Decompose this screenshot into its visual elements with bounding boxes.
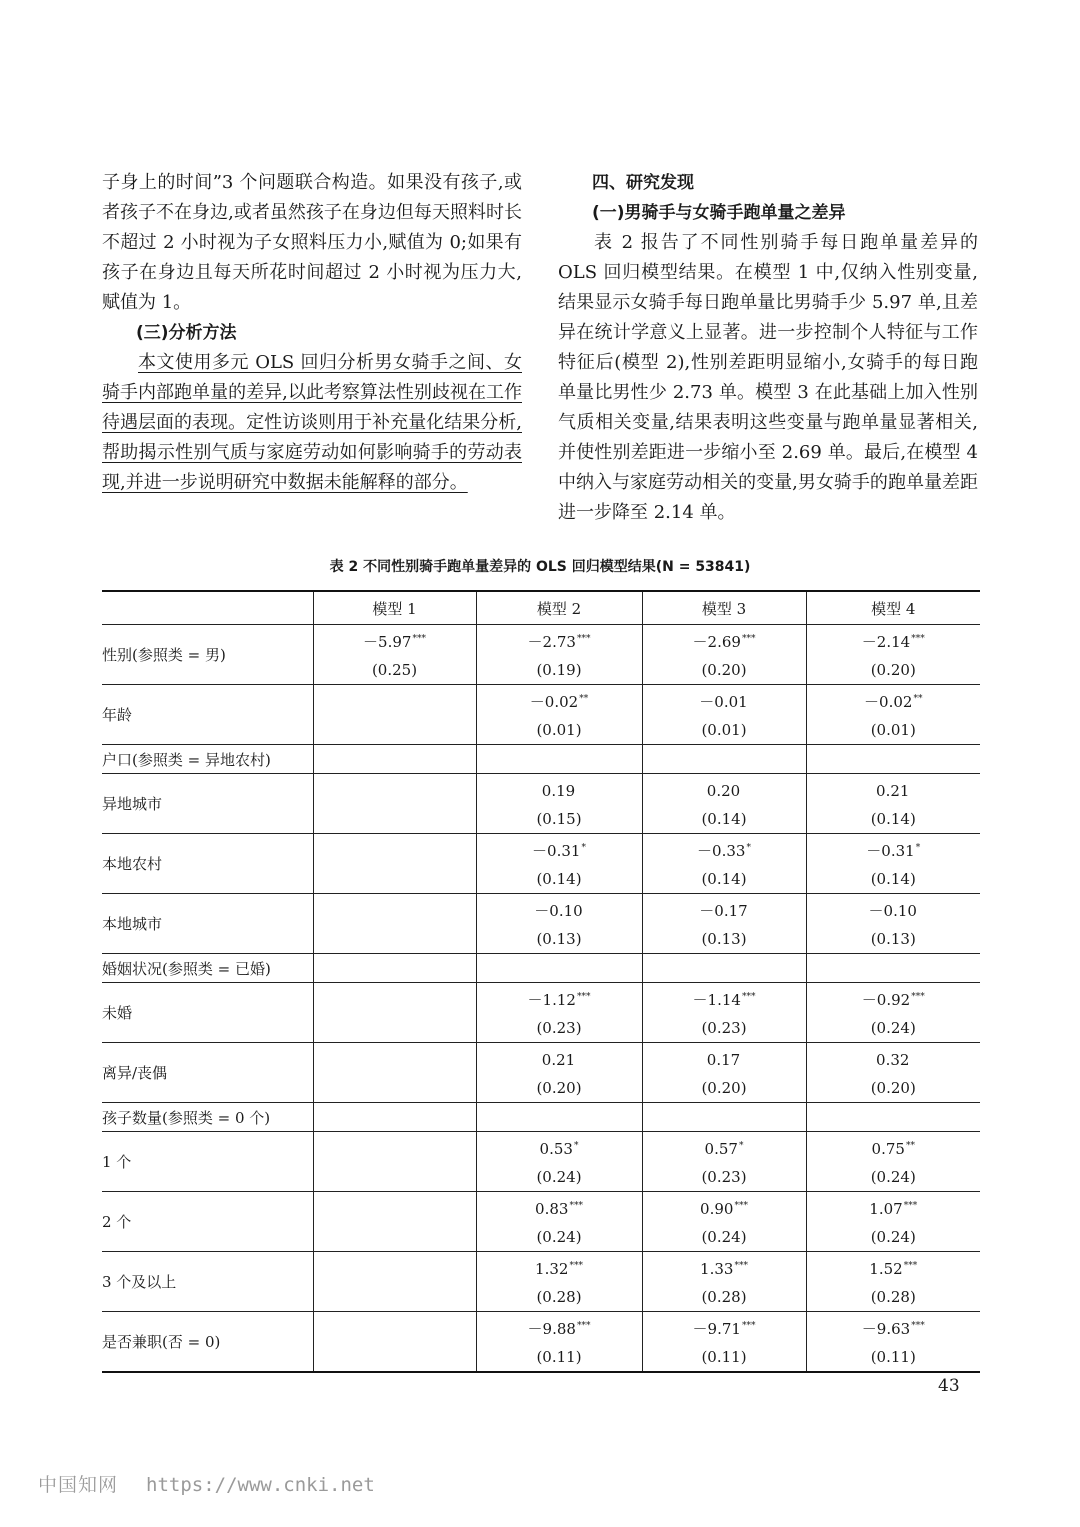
coefficient: 0.32: [876, 1051, 910, 1069]
right-paragraph-1: 表 2 报告了不同性别骑手每日跑单量差异的 OLS 回归模型结果。在模型 1 中,仅纳入性别变量,结果显示女骑手每日跑单量比男骑手少 5.97 单,且差异在统计学意义上显著。进一步控制个人特征与工作特征后(模型 2),性别差距明显缩小,女骑手的每日跑单量比男性少 2.73 单。模型 3 在此基础上加入性别气质相关变量,结果表明这些变量与跑单量显著相关,并使性别差距进一步缩小至 2.69 单。最后,在模型 4 中纳入与家庭劳动相关的变量,男女骑手的跑单量差距进一步降至 2.14 单。: [558, 232, 978, 523]
model-3-cell: [642, 834, 806, 894]
coefficient: [314, 848, 476, 879]
standard-error: (0.11): [536, 1348, 582, 1366]
standard-error: (0.24): [536, 1228, 582, 1246]
model-4-cell: [806, 834, 980, 894]
coefficient: －0.17: [699, 902, 748, 920]
left-paragraph-1: 子身上的时间”3 个问题联合构造。如果没有孩子,或者孩子不在身边,或者虽然孩子在身边但每天照料时长不超过 2 小时视为子女照料压力小,赋值为 0;如果有孩子在身边且每天所花时间超过 2 小时视为压力大,赋值为 1。: [102, 172, 522, 313]
model-1-cell: [313, 983, 476, 1043]
model-2-cell: [476, 1192, 642, 1252]
standard-error: (0.20): [536, 1079, 582, 1097]
table-category-row: [102, 954, 980, 983]
coefficient: －0.01: [699, 693, 748, 711]
coefficient: 0.20: [706, 782, 741, 800]
table-header-cell: 模型 2: [476, 591, 642, 625]
standard-error: (0.23): [701, 1019, 747, 1037]
model-2-cell: [476, 1043, 642, 1103]
model-4-cell: [806, 625, 980, 685]
standard-error: (0.13): [701, 930, 747, 948]
coefficient: 1.32***: [535, 1260, 583, 1278]
significance-stars: ***: [741, 1321, 756, 1331]
coefficient: 1.07***: [869, 1200, 918, 1218]
standard-error: (0.13): [536, 930, 582, 948]
coefficient: 0.83***: [535, 1200, 583, 1218]
model-1-cell: [313, 1132, 476, 1192]
significance-stars: *: [738, 1141, 744, 1151]
table-row: [102, 685, 980, 745]
model-4-cell: [806, 774, 980, 834]
standard-error: (0.24): [870, 1019, 916, 1037]
coefficient: －9.88***: [527, 1320, 591, 1338]
watermark: [38, 1470, 375, 1497]
model-2-cell: [476, 774, 642, 834]
coefficient: 1.33***: [700, 1260, 748, 1278]
model-3-cell: [642, 1132, 806, 1192]
coefficient: 0.17: [706, 1051, 741, 1069]
significance-stars: **: [579, 694, 589, 704]
row-label: 异地城市: [102, 774, 313, 834]
table-caption: 表 2 不同性别骑手跑单量差异的 OLS 回归模型结果(N = 53841): [329, 559, 751, 575]
coefficient: －2.14***: [861, 633, 925, 651]
standard-error: (0.15): [536, 810, 582, 828]
significance-stars: ***: [903, 1261, 918, 1271]
standard-error: (0.01): [536, 721, 582, 739]
coefficient: －0.31*: [532, 842, 586, 860]
coefficient: －2.69***: [692, 633, 756, 651]
regression-table: [102, 590, 980, 1373]
coefficient: 0.21: [541, 1051, 576, 1069]
coefficient: [314, 908, 476, 939]
coefficient: －0.10: [868, 902, 917, 920]
significance-stars: ***: [569, 1201, 583, 1211]
standard-error: (0.11): [701, 1348, 747, 1366]
coefficient: 0.75**: [871, 1140, 915, 1158]
significance-stars: ***: [576, 992, 591, 1002]
coefficient: [314, 788, 476, 819]
coefficient: [314, 1057, 476, 1088]
model-1-cell: [313, 685, 476, 745]
category-label: 孩子数量(参照类 = 0 个): [102, 1103, 313, 1132]
standard-error: (0.24): [701, 1228, 747, 1246]
coefficient: 0.57*: [704, 1140, 744, 1158]
watermark-url[interactable]: https://www.cnki.net: [146, 1474, 375, 1496]
section-heading-findings: 四、研究发现: [592, 173, 694, 193]
significance-stars: ***: [911, 634, 925, 644]
row-label: 性别(参照类 = 男): [102, 625, 313, 685]
model-2-cell: [476, 685, 642, 745]
standard-error: (0.23): [536, 1019, 582, 1037]
model-4-cell: [806, 1132, 980, 1192]
table-category-row: [102, 745, 980, 774]
model-3-cell: [642, 685, 806, 745]
model-1-cell: [313, 774, 476, 834]
subsection-heading-gender-diff: (一)男骑手与女骑手跑单量之差异: [592, 203, 846, 223]
coefficient: [314, 1266, 476, 1297]
model-1-cell: [313, 834, 476, 894]
model-2-cell: [476, 625, 642, 685]
page-number: 43: [938, 1376, 960, 1396]
significance-stars: *: [581, 843, 586, 853]
model-3-cell: [642, 1043, 806, 1103]
table-row: [102, 834, 980, 894]
standard-error: (0.23): [701, 1168, 747, 1186]
row-label: 是否兼职(否 = 0): [102, 1312, 313, 1373]
significance-stars: ***: [911, 1321, 925, 1331]
standard-error: (0.01): [870, 721, 916, 739]
standard-error: (0.28): [701, 1288, 747, 1306]
coefficient: －0.33*: [697, 842, 751, 860]
standard-error: (0.14): [701, 870, 747, 888]
coefficient: －1.12***: [527, 991, 591, 1009]
table-row: [102, 983, 980, 1043]
coefficient: [314, 1146, 476, 1177]
model-1-cell: [313, 1192, 476, 1252]
significance-stars: ***: [576, 1321, 591, 1331]
model-4-cell: [806, 1312, 980, 1373]
table-row: [102, 1132, 980, 1192]
significance-stars: ***: [911, 992, 925, 1002]
significance-stars: **: [905, 1141, 915, 1151]
coefficient: －0.02**: [529, 693, 589, 711]
significance-stars: ***: [734, 1261, 748, 1271]
standard-error: (0.14): [870, 870, 916, 888]
significance-stars: *: [746, 843, 751, 853]
standard-error: (0.28): [536, 1288, 582, 1306]
standard-error: (0.24): [870, 1168, 916, 1186]
coefficient: －0.92***: [861, 991, 925, 1009]
model-1-cell: [313, 625, 476, 685]
row-label: 年龄: [102, 685, 313, 745]
category-label: 户口(参照类 = 异地农村): [102, 745, 313, 774]
standard-error: (0.28): [870, 1288, 916, 1306]
right-column: [558, 168, 978, 528]
table-row: [102, 625, 980, 685]
standard-error: (0.20): [701, 661, 747, 679]
coefficient: －2.73***: [527, 633, 591, 651]
coefficient: 1.52***: [869, 1260, 918, 1278]
standard-error: (0.14): [701, 810, 747, 828]
left-column: [102, 168, 522, 498]
table-header-cell: 模型 1: [313, 591, 476, 625]
model-4-cell: [806, 1043, 980, 1103]
significance-stars: ***: [412, 634, 426, 644]
coefficient: 0.21: [876, 782, 910, 800]
table-row: [102, 1252, 980, 1312]
coefficient: －5.97***: [363, 633, 426, 651]
significance-stars: ***: [569, 1261, 583, 1271]
standard-error: (0.11): [870, 1348, 916, 1366]
coefficient: －9.63***: [861, 1320, 925, 1338]
significance-stars: ***: [734, 1201, 748, 1211]
model-1-cell: [313, 1252, 476, 1312]
coefficient: －1.14***: [692, 991, 756, 1009]
coefficient: 0.90***: [700, 1200, 748, 1218]
model-2-cell: [476, 1132, 642, 1192]
row-label: 离异/丧偶: [102, 1043, 313, 1103]
coefficient: －0.02**: [864, 693, 923, 711]
model-4-cell: [806, 894, 980, 954]
row-label: 1 个: [102, 1132, 313, 1192]
coefficient: [314, 1206, 476, 1237]
model-3-cell: [642, 983, 806, 1043]
significance-stars: *: [915, 843, 921, 853]
row-label: 3 个及以上: [102, 1252, 313, 1312]
standard-error: (0.25): [371, 661, 418, 679]
coefficient: [314, 699, 476, 730]
coefficient: 0.53*: [539, 1140, 579, 1158]
model-3-cell: [642, 894, 806, 954]
model-3-cell: [642, 1252, 806, 1312]
coefficient: [314, 1326, 476, 1357]
model-2-cell: [476, 834, 642, 894]
coefficient: 0.19: [541, 782, 576, 800]
row-label: 本地城市: [102, 894, 313, 954]
significance-stars: ***: [741, 634, 756, 644]
table-row: [102, 774, 980, 834]
table-header-cell: 模型 4: [806, 591, 980, 625]
watermark-text: 中国知网: [38, 1474, 119, 1496]
model-4-cell: [806, 685, 980, 745]
model-3-cell: [642, 1312, 806, 1373]
section-heading-methods: (三)分析方法: [136, 323, 237, 343]
model-2-cell: [476, 1312, 642, 1373]
table-row: [102, 894, 980, 954]
table-category-row: [102, 1103, 980, 1132]
row-label: 未婚: [102, 983, 313, 1043]
coefficient: [314, 997, 476, 1028]
model-4-cell: [806, 983, 980, 1043]
model-1-cell: [313, 894, 476, 954]
model-2-cell: [476, 983, 642, 1043]
table-row: [102, 1312, 980, 1373]
significance-stars: ***: [576, 634, 591, 644]
significance-stars: **: [913, 694, 923, 704]
table-row: [102, 1192, 980, 1252]
standard-error: (0.20): [701, 1079, 747, 1097]
model-3-cell: [642, 625, 806, 685]
table-row: [102, 1043, 980, 1103]
table-header-row: [102, 591, 980, 625]
model-4-cell: [806, 1252, 980, 1312]
coefficient: －0.31*: [866, 842, 921, 860]
regression-table-body: [102, 591, 980, 1372]
model-3-cell: [642, 1192, 806, 1252]
table-header-cell: [102, 591, 313, 625]
standard-error: (0.24): [536, 1168, 582, 1186]
category-label: 婚姻状况(参照类 = 已婚): [102, 954, 313, 983]
standard-error: (0.01): [701, 721, 747, 739]
standard-error: (0.13): [870, 930, 916, 948]
standard-error: (0.20): [870, 661, 916, 679]
coefficient: －0.10: [534, 902, 583, 920]
row-label: 2 个: [102, 1192, 313, 1252]
model-4-cell: [806, 1192, 980, 1252]
model-2-cell: [476, 894, 642, 954]
table-header-cell: 模型 3: [642, 591, 806, 625]
model-1-cell: [313, 1043, 476, 1103]
coefficient: －9.71***: [692, 1320, 756, 1338]
standard-error: (0.24): [870, 1228, 916, 1246]
standard-error: (0.19): [536, 661, 582, 679]
significance-stars: ***: [741, 992, 756, 1002]
model-1-cell: [313, 1312, 476, 1373]
left-paragraph-2: 本文使用多元 OLS 回归分析男女骑手之间、女骑手内部跑单量的差异,以此考察算法性别歧视在工作待遇层面的表现。定性访谈则用于补充量化结果分析,帮助揭示性别气质与家庭劳动如何影响骑手的劳动表现,并进一步说明研究中数据未能解释的部分。: [102, 352, 522, 493]
significance-stars: ***: [903, 1201, 918, 1211]
row-label: 本地农村: [102, 834, 313, 894]
standard-error: (0.20): [870, 1079, 916, 1097]
significance-stars: *: [573, 1141, 579, 1151]
standard-error: (0.14): [870, 810, 916, 828]
model-3-cell: [642, 774, 806, 834]
model-2-cell: [476, 1252, 642, 1312]
standard-error: (0.14): [536, 870, 582, 888]
